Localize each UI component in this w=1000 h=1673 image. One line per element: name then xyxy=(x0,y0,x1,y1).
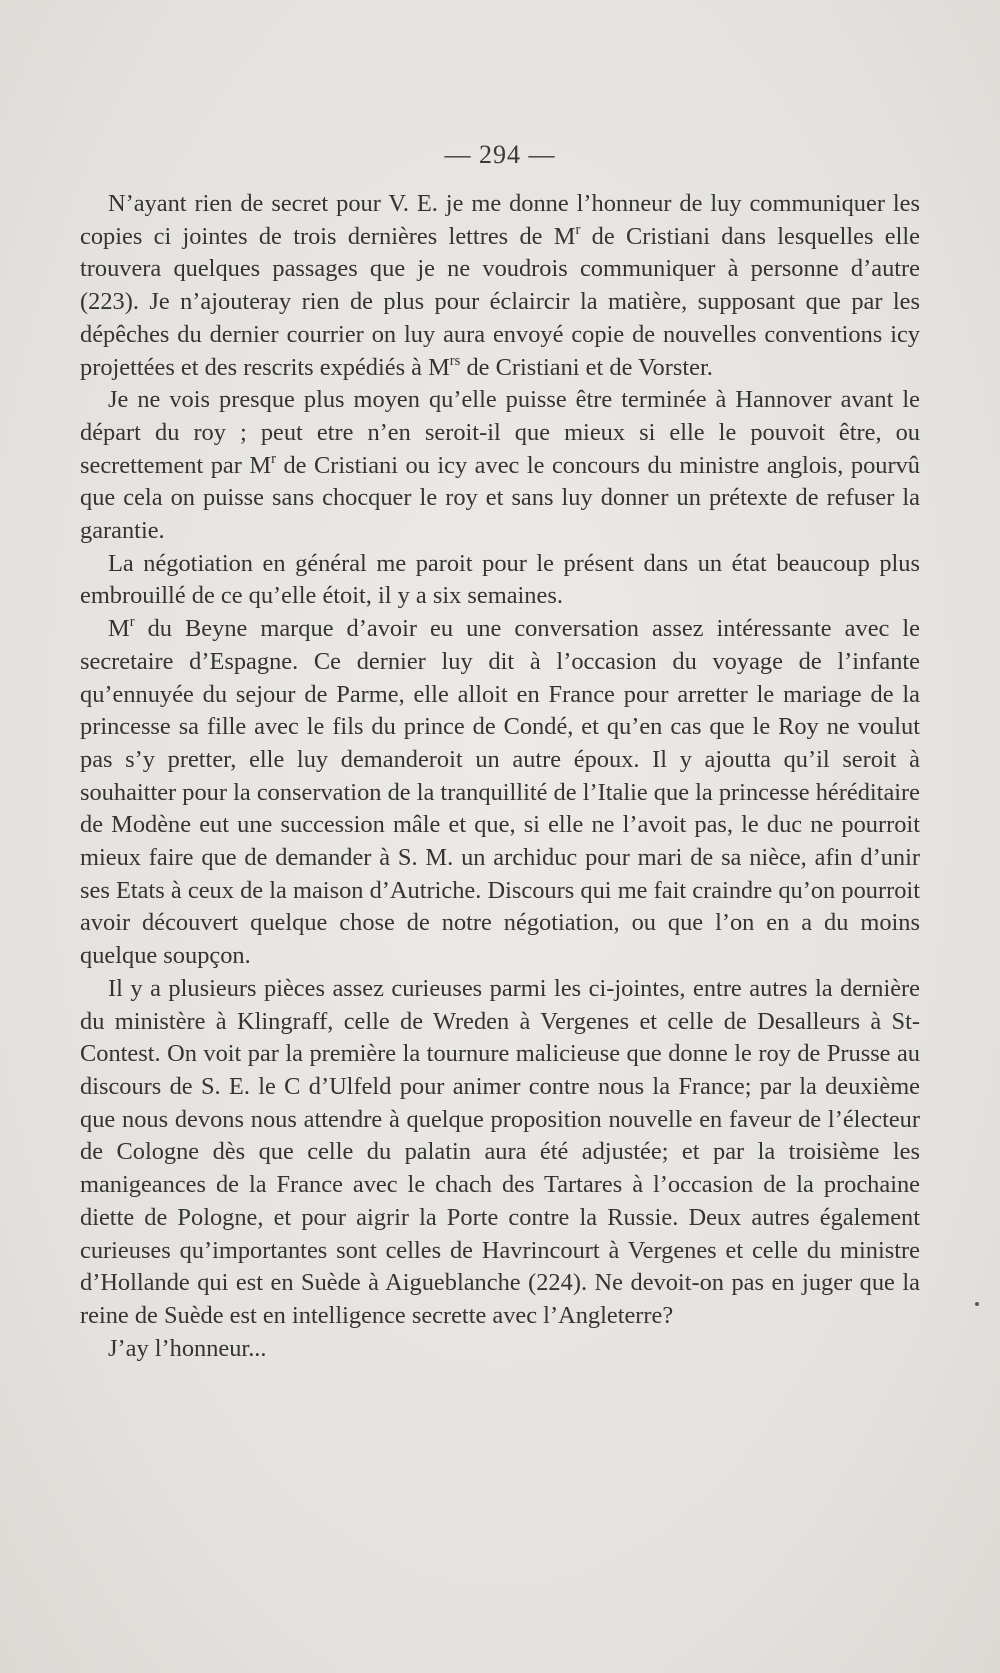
page-number: — 294 — xyxy=(444,140,556,169)
paragraph: $M^r$ du Beyne marque d’avoir eu une conversation assez intéressante avec le secretaire d’Espagne. Ce dernier luy dit à l’occasion du voyage de l’infante qu’ennuyée du sejour de Parme, elle alloit en France pour arretter le mariage de la princesse sa fille avec le fils du prince de Condé, et qu’en cas que le Roy ne voulut pas s’y pretter, elle luy demanderoit un autre époux. Il y ajoutta qu’il seroit à souhaitter pour la conservation de la tranquillité de l’Italie que la princesse héréditaire de Modène eut une succession mâle et que, si elle ne l’avoit pas, le duc ne pourroit mieux faire que de demander à S. M. un archiduc pour mari de sa nièce, afin d’unir ses Etats à ceux de la maison d’Autriche. Discours qui me fait craindre qu’on pourroit avoir découvert quelque chose de notre négotiation, ou que l’on en a du moins quelque soupçon. xyxy=(80,613,920,970)
paragraph: La négotiation en général me paroit pour le présent dans un état beaucoup plus embrouillé de ce qu’elle étoit, il y a six semaines. xyxy=(80,549,920,610)
letter-body xyxy=(80,188,920,1365)
paragraph: Il y a plusieurs pièces assez curieuses parmi les ci-jointes, entre autres la dernière du ministère à Klingraff, celle de Wreden à Vergenes et celle de Desalleurs à St-Contest. On voit par la première la tournure malicieuse que donne le roy de Prusse au discours de S. E. le C d’Ulfeld pour animer contre nous la France; par la deuxième que nous devons nous attendre à quelque proposition nouvelle en faveur de l’électeur de Cologne dès que celle du palatin aura été adjustée; et par la troisième les manigeances de la France avec le chach des Tartares à l’occasion de la prochaine diette de Pologne, et pour aigrir la Porte contre la Russie. Deux autres également curieuses qu’importantes sont celles de Havrincourt à Vergenes et celle du ministre d’Hollande qui est en Suède à Aigueblanche (224). Ne devoit-on pas en juger que la reine de Suède est en intelligence secrette avec l’Angleterre? xyxy=(80,974,920,1329)
ink-speck xyxy=(975,1302,979,1306)
closing-formula: J’ay l’honneur... xyxy=(108,1334,267,1362)
paragraph: Je ne vois presque plus moyen qu’elle puisse être terminée à Hannover avant le départ du roy ; peut etre n’en seroit-il que mieux si elle le pouvoit être, ou secrettement par $M^r$ de Cristiani ou icy avec le concours du ministre anglois, pourvû que cela on puisse sans chocquer le roy et sans luy donner un prétexte de refuser la garantie. xyxy=(80,386,920,545)
paragraph: N’ayant rien de secret pour V. E. je me donne l’honneur de luy communiquer les copies ci jointes de trois dernières lettres de $M^r$ de Cristiani dans lesquelles elle trouvera quelques passages que je ne voudrois communiquer à personne d’autre (223). Je n’ajouteray rien de plus pour éclaircir la matière, supposant que par les dépêches du dernier courrier on luy aura envoyé copie de nouvelles conventions icy projettées et des rescrits expédiés à $M^{rs}$ de Cristiani et de Vorster. xyxy=(80,190,920,381)
